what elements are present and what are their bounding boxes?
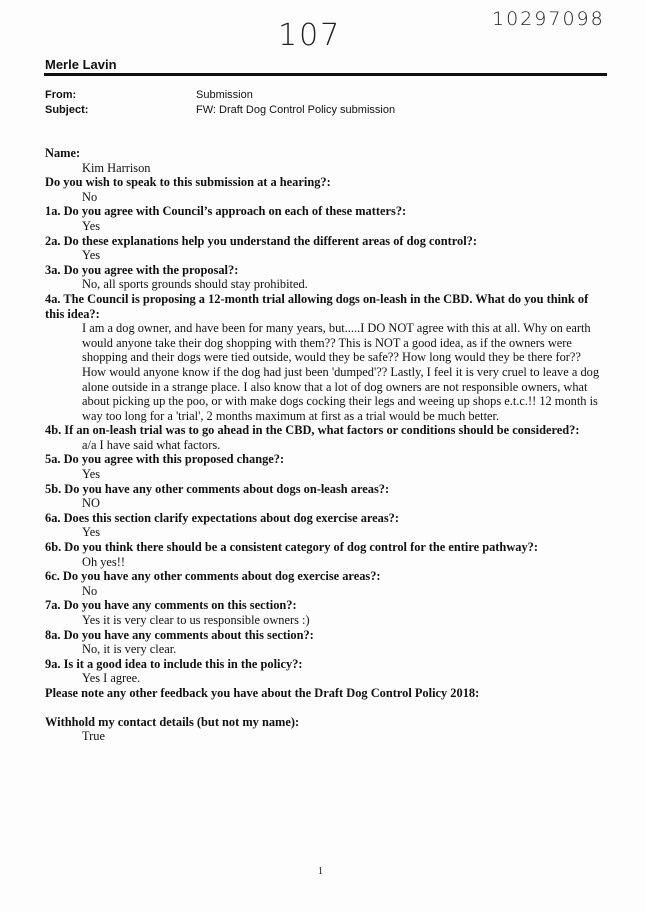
- question: Please note any other feedback you have about the Draft Dog Control Policy 2018:: [45, 685, 480, 700]
- answer: Yes I agree.: [82, 671, 141, 686]
- question: 7a. Do you have any comments on this section?:: [45, 598, 297, 613]
- subject-value: FW: Draft Dog Control Policy submission: [196, 104, 396, 116]
- question: Name:: [45, 146, 81, 160]
- answer: No, it is very clear.: [82, 642, 177, 657]
- question: 9a. Is it a good idea to include this in the policy?:: [45, 656, 303, 671]
- handwritten-id: 10297098: [492, 8, 605, 30]
- from-label: From:: [45, 89, 77, 101]
- page-number: 1: [318, 866, 323, 877]
- answer: No: [82, 583, 98, 598]
- question: 6a. Does this section clarify expectations about dog exercise areas?:: [45, 510, 399, 525]
- question: 5a. Do you agree with this proposed change?:: [45, 452, 285, 467]
- answer: a/a I have said what factors.: [82, 437, 221, 452]
- answer: Yes it is very clear to us responsible owners :): [82, 613, 310, 627]
- header-rule: [44, 73, 607, 76]
- question: 3a. Do you agree with the proposal?:: [45, 262, 239, 277]
- question: 8a. Do you have any comments about this section?:: [45, 627, 314, 642]
- question: Withhold my contact details (but not my name):: [45, 714, 300, 729]
- answer: No: [82, 189, 98, 204]
- answer: Oh yes!!: [82, 554, 126, 569]
- answer: No, all sports grounds should stay prohibited.: [82, 277, 308, 292]
- answer: I am a dog owner, and have been for many years, but.....I DO NOT agree with this at all. Why on earth would anyone take their dog shopping with them?? This is NOT a good idea, as if the owners were shopping and their dogs were tied outside, would they be safe?? How long would they be there for?? How would anyone know if the dog had just been 'dumped'?? Lastly, I feel it is very cruel to leave a dog alone outside in a strange place. I also know that a lot of dog owners are not responsible owners, what about picking up the poo, or with make dogs cocking their legs and weeing up shops e.t.c.!! 12 month is way too long for a 'trial', 2 months maximum at first as a trial would be much better.: [82, 321, 600, 423]
- answer: Yes: [82, 248, 101, 263]
- spacer: [45, 701, 605, 715]
- answer: True: [82, 729, 105, 744]
- question: 1a. Do you agree with Council’s approach on each of these matters?:: [45, 204, 407, 219]
- author-name: Merle Lavin: [45, 57, 117, 72]
- subject-label: Subject:: [45, 104, 89, 116]
- question: 6b. Do you think there should be a consistent category of dog control for the entire pathway?:: [45, 540, 538, 555]
- answer: Yes: [82, 525, 101, 540]
- submission-body: [45, 146, 605, 744]
- answer: NO: [82, 496, 100, 511]
- answer: Kim Harrison: [82, 160, 151, 175]
- question: 5b. Do you have any other comments about dogs on-leash areas?:: [45, 481, 390, 496]
- from-value: Submission: [196, 89, 253, 101]
- question: Do you wish to speak to this submission at a hearing?:: [45, 175, 331, 190]
- question: 4b. If an on-leash trial was to go ahead in the CBD, what factors or conditions should be considered?:: [45, 423, 580, 438]
- answer: Yes: [82, 467, 101, 482]
- answer: Yes: [82, 218, 101, 233]
- handwritten-number: 107: [278, 18, 342, 53]
- question: 6c. Do you have any other comments about dog exercise areas?:: [45, 569, 381, 584]
- question: 4a. The Council is proposing a 12-month trial allowing dogs on-leash in the CBD. What do you think of this idea?:: [45, 291, 589, 321]
- question: 2a. Do these explanations help you understand the different areas of dog control?:: [45, 233, 477, 248]
